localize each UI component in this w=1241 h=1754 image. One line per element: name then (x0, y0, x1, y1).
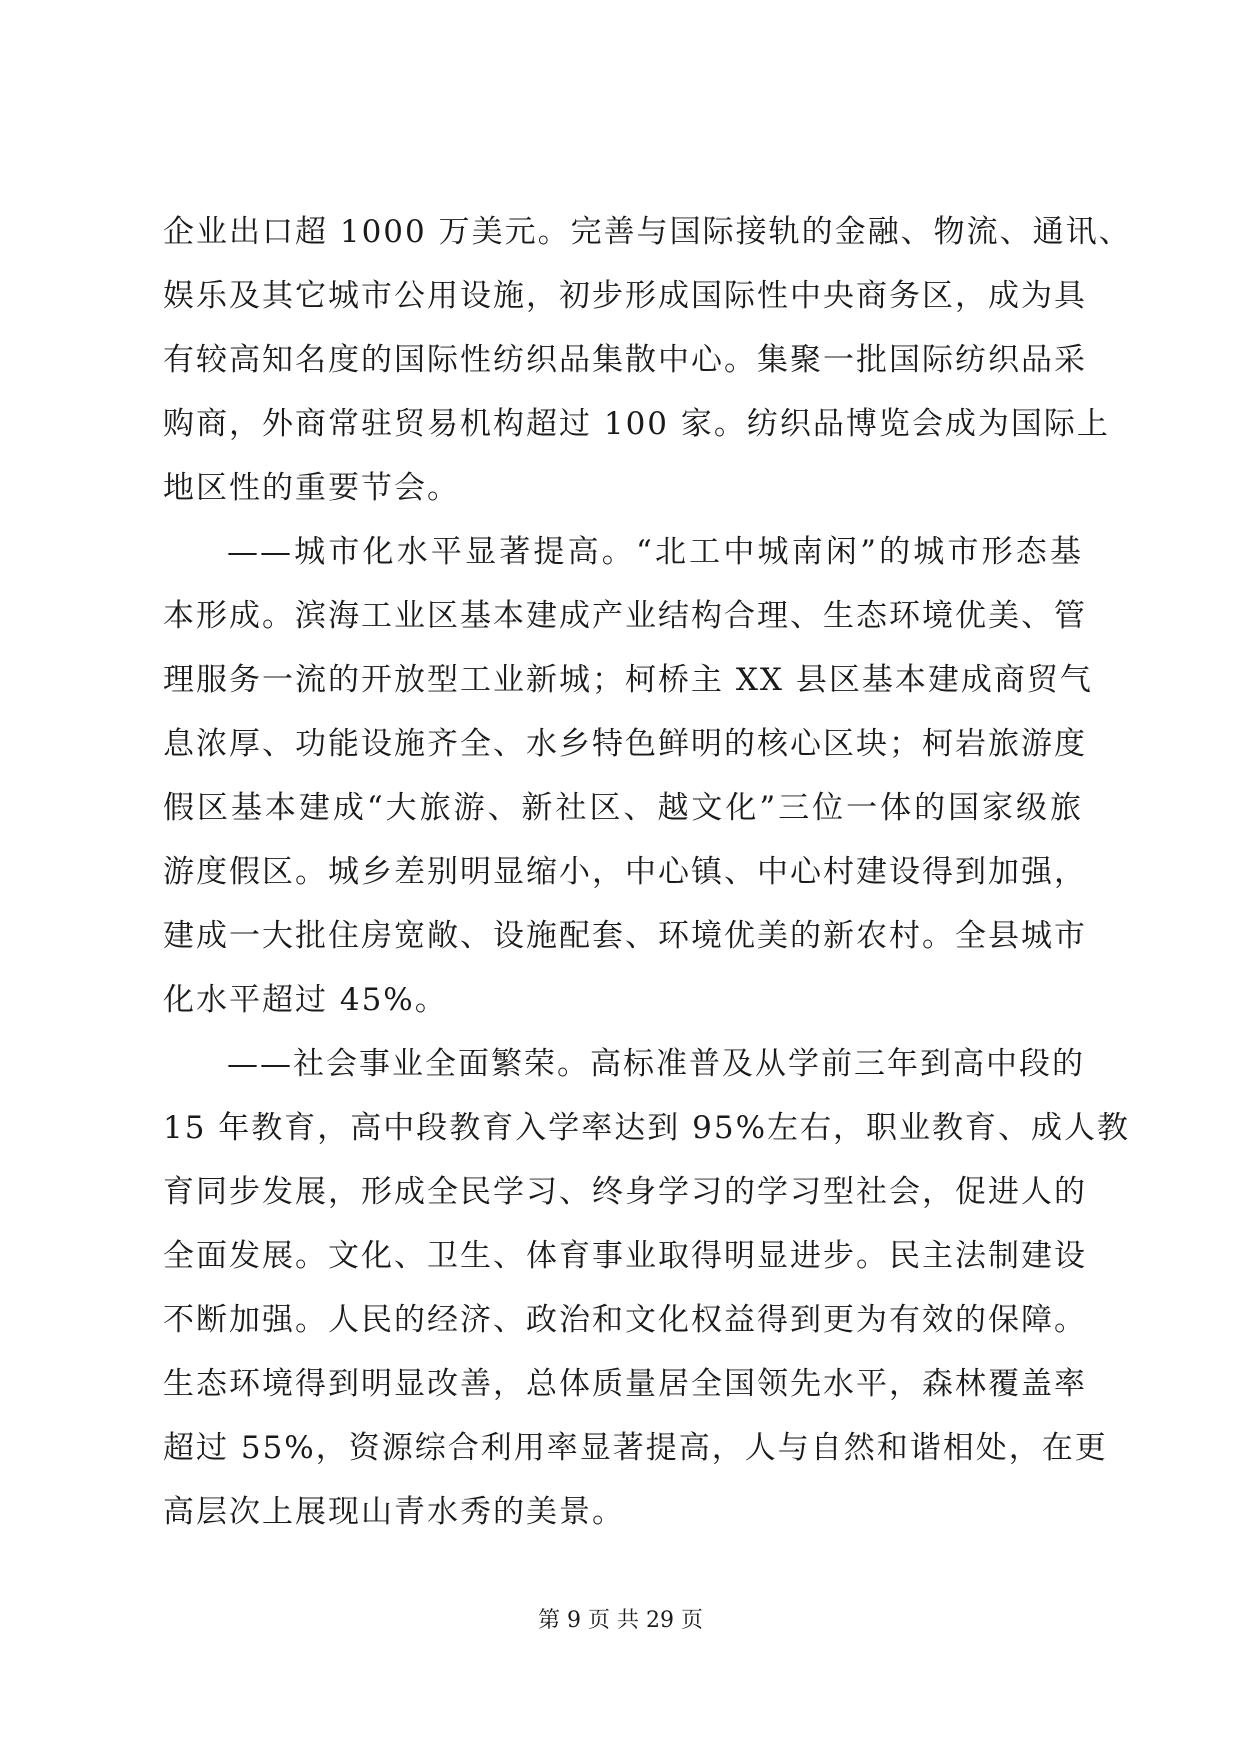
text-line: 游度假区。城乡差别明显缩小，中心镇、中心村建设得到加强， (163, 854, 1087, 890)
text-line: 不断加强。人民的经济、政治和文化权益得到更为有效的保障。 (163, 1302, 1087, 1338)
text-line: 化水平超过 45%。 (163, 982, 448, 1018)
text-line: 超过 55%，资源综合利用率显著提高，人与自然和谐相处，在更 (163, 1430, 1108, 1466)
text-line: 息浓厚、功能设施齐全、水乡特色鲜明的核心区块；柯岩旅游度 (163, 726, 1087, 762)
text-line: 企业出口超 1000 万美元。完善与国际接轨的金融、物流、通讯、 (163, 214, 1132, 250)
text-line: 娱乐及其它城市公用设施，初步形成国际性中央商务区，成为具 (163, 278, 1087, 314)
text-line: 全面发展。文化、卫生、体育事业取得明显进步。民主法制建设 (163, 1238, 1087, 1274)
text-line: 假区基本建成“大旅游、新社区、越文化”三位一体的国家级旅 (163, 790, 1083, 826)
text-line: 高层次上展现山青水秀的美景。 (163, 1494, 625, 1530)
text-line: 建成一大批住房宽敞、设施配套、环境优美的新农村。全县城市 (163, 918, 1087, 954)
paragraph-start-line: ——社会事业全面繁荣。高标准普及从学前三年到高中段的 (227, 1046, 1085, 1082)
text-line: 15 年教育，高中段教育入学率达到 95%左右，职业教育、成人教 (163, 1110, 1131, 1146)
text-line: 育同步发展，形成全民学习、终身学习的学习型社会，促进人的 (163, 1174, 1087, 1210)
paragraph-start-line: ——城市化水平显著提高。“北工中城南闲”的城市形态基 (227, 534, 1083, 570)
text-line: 有较高知名度的国际性纺织品集散中心。集聚一批国际纺织品采 (163, 342, 1087, 378)
text-line: 地区性的重要节会。 (163, 470, 460, 506)
text-line: 本形成。滨海工业区基本建成产业结构合理、生态环境优美、管 (163, 598, 1087, 634)
document-body (163, 200, 1132, 1544)
page-number-footer: 第 9 页 共 29 页 (538, 1608, 703, 1633)
text-line: 生态环境得到明显改善，总体质量居全国领先水平，森林覆盖率 (163, 1366, 1087, 1402)
text-line: 购商，外商常驻贸易机构超过 100 家。纺织品博览会成为国际上 (163, 406, 1110, 442)
text-line: 理服务一流的开放型工业新城；柯桥主 XX 县区基本建成商贸气 (163, 662, 1093, 698)
